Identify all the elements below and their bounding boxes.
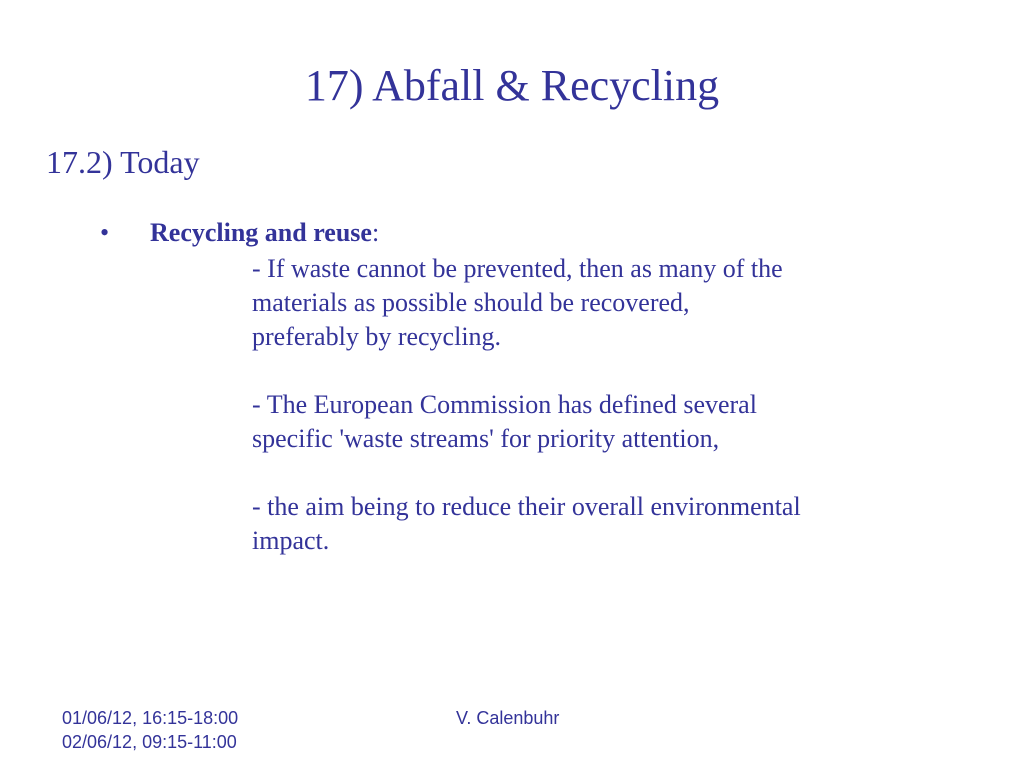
paragraph-line: preferably by recycling. xyxy=(252,322,502,351)
paragraph-waste-streams xyxy=(252,388,892,456)
paragraph-line: - If waste cannot be prevented, then as many of the xyxy=(252,254,783,283)
footer-date-1: 01/06/12, 16:15-18:00 xyxy=(62,708,239,728)
slide-subtitle: 17.2) Today xyxy=(46,144,200,180)
paragraph-line: specific 'waste streams' for priority attention, xyxy=(252,424,720,453)
paragraph-line: - the aim being to reduce their overall environmental xyxy=(252,492,801,521)
paragraph-line: impact. xyxy=(252,526,330,555)
paragraph-line: - The European Commission has defined several xyxy=(252,390,757,419)
bullet-heading-colon: : xyxy=(371,218,380,247)
paragraph-line: materials as possible should be recovered, xyxy=(252,288,690,317)
bullet-marker: • xyxy=(100,218,110,247)
footer-dates xyxy=(62,706,238,754)
bullet-heading xyxy=(150,218,379,247)
footer-date-2: 02/06/12, 09:15-11:00 xyxy=(62,732,237,752)
footer-author: V. Calenbuhr xyxy=(456,708,560,728)
slide-title: 17) Abfall & Recycling xyxy=(304,61,720,110)
bullet-heading-text: Recycling and reuse xyxy=(150,218,372,247)
paragraph-impact xyxy=(252,490,892,558)
bullet-body xyxy=(252,252,892,592)
bullet-item xyxy=(100,216,379,250)
paragraph-recovery xyxy=(252,252,892,354)
